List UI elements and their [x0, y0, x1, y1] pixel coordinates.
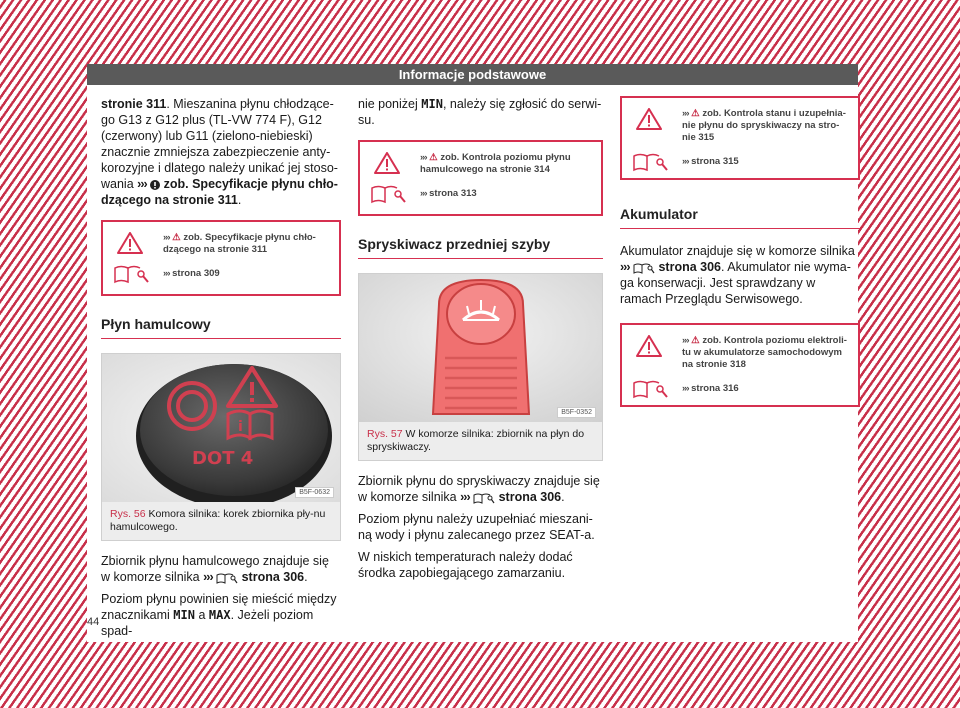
- reference-box: [358, 140, 603, 216]
- warning-triangle-icon: [636, 335, 662, 357]
- min-mark: MIN: [421, 97, 443, 111]
- paragraph-washer-winter: W niskich temperaturach należy dodać środka zapobiegającego zamarzaniu.: [358, 550, 573, 580]
- arrow-refs-icon: ›››: [682, 383, 689, 394]
- section-title-brake-fluid: Płyn hamulcowy: [101, 316, 341, 339]
- figure-label: Rys. 57: [367, 428, 403, 440]
- svg-text:i: i: [238, 419, 243, 435]
- page-header: Informacje podstawowe: [87, 64, 858, 85]
- arrow-refs-icon: ›››: [682, 335, 689, 346]
- brake-location-ref[interactable]: strona 306: [241, 570, 305, 584]
- paragraph-brake-location: Zbiornik płynu hamulcowego znajduje się w komorze silnika ››› strona 306.: [101, 554, 329, 584]
- max-mark: MAX: [208, 608, 231, 622]
- small-warning-icon: ⚠: [172, 232, 181, 243]
- reference-page-text[interactable]: strona 316: [691, 383, 739, 394]
- page-number: 44: [87, 616, 100, 628]
- book-wrench-icon: [473, 492, 495, 504]
- warning-triangle-icon: [636, 108, 662, 130]
- small-warning-icon: ⚠: [429, 152, 438, 163]
- figure-caption: [102, 502, 340, 540]
- reference-warning-line: [420, 152, 593, 176]
- reference-warning-text[interactable]: zob. Kontrola stanu i uzupełnia-nie płynu do spryskiwaczy na stro-nie 315: [682, 108, 846, 143]
- brake-continue-a: nie poniżej: [358, 97, 418, 111]
- brake-fluid-cap-illustration: [102, 354, 340, 502]
- arrow-refs-icon: ›››: [203, 570, 213, 584]
- figure-label: Rys. 56: [110, 508, 146, 520]
- reference-box: [620, 96, 860, 180]
- washer-location-text: Zbiornik płynu do spryskiwaczy znajduje się w komorze silnika: [358, 474, 600, 504]
- reference-box: [101, 220, 341, 296]
- reference-box: [620, 323, 860, 407]
- reference-warning-text[interactable]: zob. Kontrola poziomu płynu hamulcowego na stronie 314: [420, 152, 571, 175]
- reference-page-line: [682, 156, 850, 168]
- book-wrench-icon: [632, 379, 668, 399]
- battery-text: Akumulator znajduje się w komorze silnika: [620, 244, 855, 258]
- arrow-refs-icon: ›››: [420, 152, 427, 163]
- paragraph-brake-continue: [358, 96, 603, 128]
- reference-page-line: [682, 383, 850, 395]
- figure-caption-text: W komorze silnika: zbiornik na płyn do spryskiwaczy.: [367, 428, 585, 453]
- coolant-spec-link[interactable]: zob. Specyfikacje płynu chło-dzącego na stronie 311: [101, 177, 338, 207]
- reference-page-line: [163, 268, 331, 280]
- reference-page-text[interactable]: strona 313: [429, 188, 477, 199]
- paragraph-battery: [620, 243, 860, 307]
- book-wrench-icon: [632, 152, 668, 172]
- figure-56: [101, 353, 341, 541]
- paragraph-washer-location: Zbiornik płynu do spryskiwaczy znajduje się w komorze silnika ››› strona 306.: [358, 474, 600, 504]
- brake-cap-image: [102, 354, 340, 502]
- reference-warning-line: [163, 232, 331, 256]
- arrow-refs-icon: ›››: [420, 188, 427, 199]
- section-title-battery: Akumulator: [620, 206, 860, 229]
- arrow-refs-icon: ›››: [682, 108, 689, 119]
- figure-code: B5F-0352: [557, 407, 596, 418]
- battery-rest: . Akumulator nie wyma-ga konserwacji. Jest sprawdzany w ramach Przeglądu Serwisowego.: [620, 260, 851, 306]
- arrow-refs-icon: ›››: [620, 260, 630, 274]
- washer-reservoir-illustration: [359, 274, 602, 422]
- paragraph-washer-level: Poziom płynu należy uzupełniać mieszani-ną wody i płynu zalecanego przez SEAT-a.: [358, 512, 595, 542]
- arrow-refs-icon: ›››: [460, 490, 470, 504]
- reference-warning-text[interactable]: zob. Specyfikacje płynu chło-dzącego na stronie 311: [163, 232, 316, 255]
- brake-location-text: Zbiornik płynu hamulcowego znajduje się w komorze silnika: [101, 554, 329, 584]
- small-warning-icon: ⚠: [691, 108, 700, 119]
- brake-level-text-a: Poziom płynu powinien się mieścić między znacznikami: [101, 592, 337, 622]
- figure-caption: [359, 422, 602, 460]
- reference-page-line: [420, 188, 593, 200]
- arrow-refs-icon: ›››: [163, 268, 170, 279]
- figure-57: [358, 273, 603, 461]
- small-warning-icon: ⚠: [691, 335, 700, 346]
- reference-page-text[interactable]: strona 309: [172, 268, 220, 279]
- paragraph-brake-level: [101, 591, 341, 639]
- book-wrench-icon: [216, 572, 238, 584]
- reference-warning-text[interactable]: zob. Kontrola poziomu elektroli-tu w akumulatorze samochodowym na stronie 318: [682, 335, 847, 370]
- washer-location-ref[interactable]: strona 306: [498, 490, 562, 504]
- book-wrench-icon: [633, 262, 655, 274]
- cap-label-text: DOT 4: [192, 448, 254, 469]
- reference-warning-line: [682, 108, 850, 144]
- brake-level-text-b: . Jeżeli poziom spad-: [101, 608, 314, 638]
- coolant-text: . Mieszanina płynu chłodzące-go G13 z G12 plus (TL-VW 774 F), G12 (czerwony) lub G11 (zielono-niebieski) znacznie zmniejsza zabezpieczenie anty-korozyjne i dlatego należy unikać jej stoso-wania: [101, 97, 338, 191]
- figure-caption-text: Komora silnika: korek zbiornika pły-nu hamulcowego.: [110, 508, 326, 533]
- book-wrench-icon: [113, 264, 149, 284]
- arrow-refs-icon: ›››: [163, 232, 170, 243]
- washer-cap-image: [359, 274, 602, 422]
- battery-ref[interactable]: strona 306: [658, 260, 721, 274]
- column-1: [101, 96, 341, 645]
- paragraph-coolant: stronie 311. Mieszanina płynu chłodzące-go G13 z G12 plus (TL-VW 774 F), G12 (czerwony) lub G11 (zielono-niebieski) znacznie zmniejsza zabezpieczenie anty-korozyjne i dlatego należy unikać jej stoso-wania ››› zob. Specyfikacje płynu chło-dzącego na stronie 311.: [101, 97, 338, 207]
- arrow-refs-icon: ›››: [682, 156, 689, 167]
- column-2: [358, 96, 603, 587]
- reference-warning-line: [682, 335, 850, 371]
- book-wrench-icon: [370, 184, 406, 204]
- arrow-refs-icon: ›››: [137, 177, 147, 191]
- link-page-311[interactable]: stronie 311: [101, 97, 167, 111]
- notice-icon: [150, 180, 160, 190]
- section-title-washer: Spryskiwacz przedniej szyby: [358, 236, 603, 259]
- min-mark: MIN: [173, 608, 195, 622]
- column-3: [620, 96, 860, 415]
- figure-code: B5F-0632: [295, 487, 334, 498]
- warning-triangle-icon: [117, 232, 143, 254]
- warning-triangle-icon: [374, 152, 400, 174]
- reference-page-text[interactable]: strona 315: [691, 156, 739, 167]
- brake-continue-b: , należy się zgłosić do serwi-su.: [358, 97, 602, 127]
- brake-level-and: a: [198, 608, 206, 622]
